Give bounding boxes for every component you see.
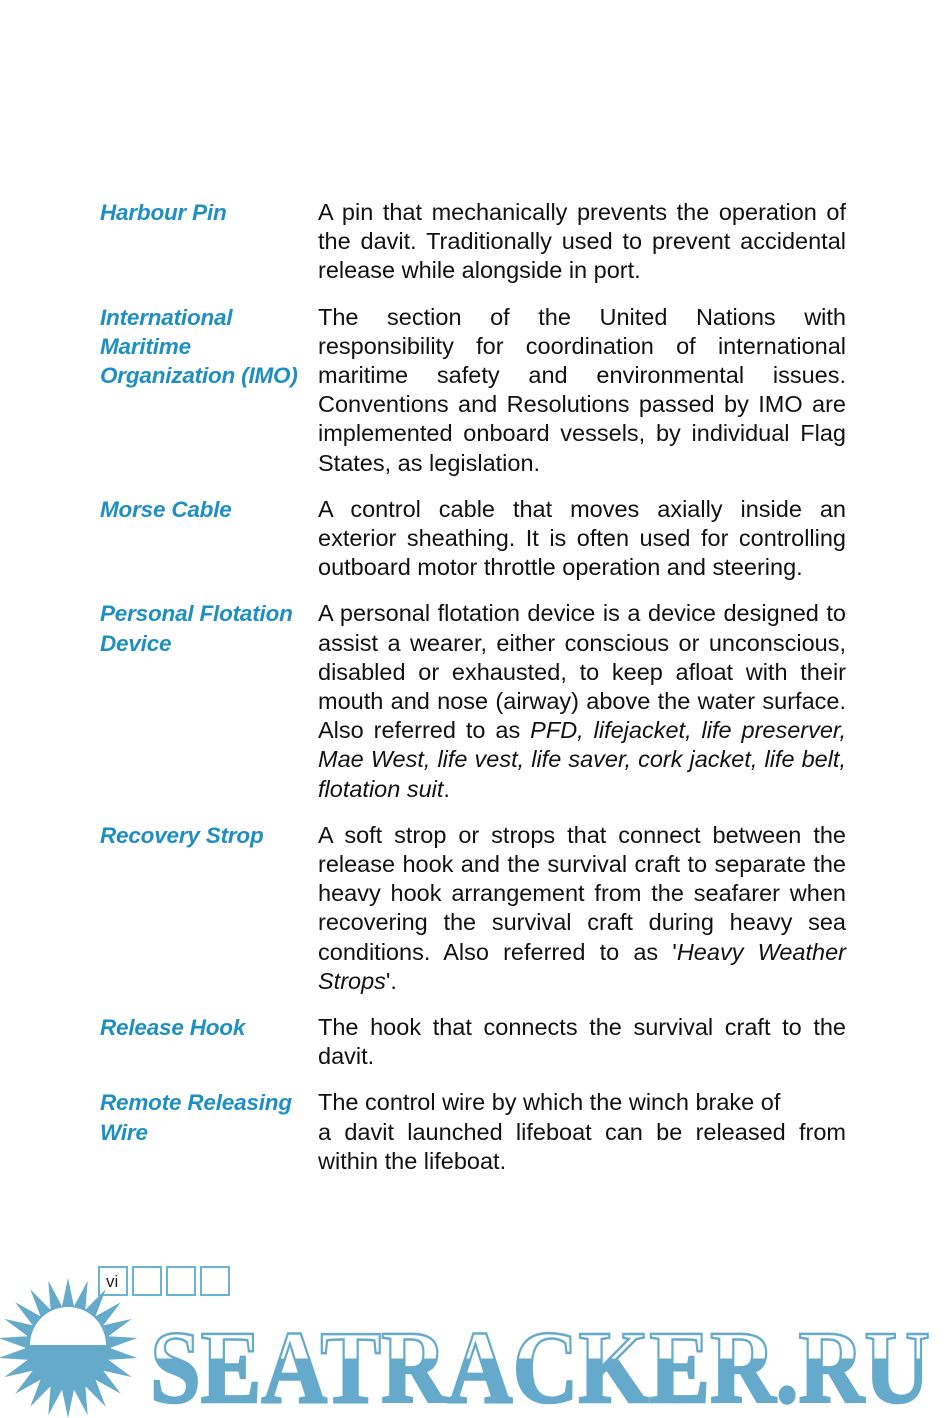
- glossary-entry: [100, 495, 846, 583]
- term: International Maritime Organization (IMO): [100, 304, 298, 389]
- definition: A control cable that moves axially inside an exterior sheathing. It is often used for controlling outboard motor throttle operation and steering.: [318, 495, 846, 581]
- glossary-entry: [100, 599, 846, 803]
- definition-italic: Heavy Weather Strops: [318, 938, 846, 994]
- definition-italic: PFD, lifejacket, life preserver, Mae West, life vest, life saver, cork jacket, life belt, flotation suit: [318, 717, 846, 802]
- definition-text: a davit launched lifeboat can be released from within the lifeboat.: [318, 1118, 846, 1174]
- term: Personal Flotation Device: [100, 601, 293, 656]
- definition-text: A personal flotation device is a device designed to assist a wearer, either conscious or unconscious, disabled or exhausted, to keep afloat with their mouth and nose (airway) above the water surface. Also referred to as: [318, 600, 846, 744]
- term: Harbour Pin: [100, 200, 227, 225]
- term: Recovery Strop: [100, 822, 264, 848]
- definition: [318, 1088, 846, 1176]
- sun-icon: [0, 1278, 137, 1418]
- term: Morse Cable: [100, 496, 232, 522]
- glossary-entry: [100, 821, 846, 996]
- glossary-entry: [100, 1013, 846, 1071]
- glossary: [100, 198, 846, 1193]
- definition: [318, 821, 846, 996]
- term: Release Hook: [100, 1015, 246, 1041]
- page-number: vi: [98, 1266, 128, 1296]
- definition: A pin that mechanically prevents the operation of the davit. Traditionally used to prevent accidental release while alongside in port.: [318, 199, 846, 284]
- definition-text: A soft strop or strops that connect between the release hook and the survival craft to separate the heavy hook arrangement from the seafarer when recovering the survival craft during heavy sea conditions. Also referred to as ': [318, 821, 846, 965]
- glossary-entry: [100, 198, 846, 286]
- definition-end: .: [443, 775, 450, 802]
- definition: The hook that connects the survival craft to the davit.: [318, 1014, 846, 1070]
- definition-end: '.: [385, 967, 397, 994]
- definition: [318, 599, 846, 803]
- glossary-entry: [100, 1088, 846, 1176]
- watermark-text: SEATRACKER.RU: [150, 1310, 930, 1418]
- definition-first-line: The control wire by which the winch brake of: [318, 1089, 781, 1116]
- term: Remote Releasing Wire: [100, 1090, 292, 1145]
- definition: The section of the United Nations with responsibility for coordination of international maritime safety and environmental issues. Conventions and Resolutions passed by IMO are implemented onboard vessels, by individual Flag States, as legislation.: [318, 303, 846, 476]
- glossary-entry: [100, 303, 846, 478]
- seatracker-watermark-logo: [0, 1276, 945, 1418]
